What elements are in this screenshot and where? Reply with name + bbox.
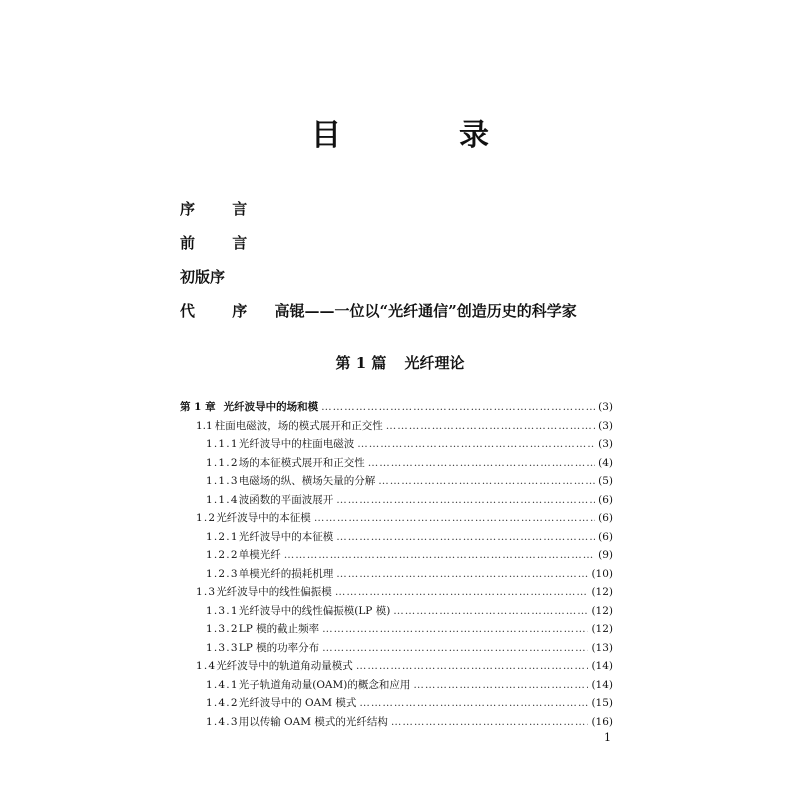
- toc-leader-dots: [356, 660, 589, 672]
- toc-entry[interactable]: [180, 436, 613, 455]
- toc-entry-title: 光纤波导中的线性偏振模: [216, 586, 332, 598]
- toc-entry-page: (12): [591, 604, 613, 617]
- toc-entry-title: 光子轨道角动量(OAM)的概念和应用: [238, 678, 411, 691]
- toc-leader-dots: [413, 679, 588, 691]
- toc-entry-title: LP 模的功率分布: [238, 641, 320, 654]
- toc-entry-number: 1.1: [196, 419, 213, 432]
- toc-entry-title: 电磁场的纵、横场矢量的分解: [238, 475, 376, 487]
- toc-entry-title: 光纤波导中的本征模: [216, 512, 311, 524]
- front-matter-proxy-preface[interactable]: [180, 300, 577, 321]
- toc-entry-number: 1.3.2: [206, 623, 239, 635]
- toc-entry-number: 1.4.3: [206, 715, 239, 728]
- toc-entry-number: 1.3.1: [206, 604, 239, 617]
- toc-leader-dots: [336, 568, 588, 580]
- toc-entry-page: (16): [591, 715, 613, 728]
- toc-entry-page: (3): [598, 419, 613, 432]
- toc-entry-page: (12): [591, 623, 613, 635]
- page-number: 1: [604, 731, 611, 744]
- toc-entry-number: 1.4: [196, 660, 217, 672]
- toc-entry-page: (3): [598, 438, 613, 450]
- toc-entry-page: (12): [591, 586, 613, 598]
- toc-entry-number: 1.1.3: [206, 475, 239, 487]
- toc-leader-dots: [314, 512, 595, 524]
- toc-entry-number: 1.2.2: [206, 549, 239, 561]
- toc-entry-page: (9): [598, 549, 613, 561]
- toc-entry-number: 1.1.4: [206, 493, 239, 506]
- foreword-label: 前 言: [180, 234, 264, 252]
- toc-entry[interactable]: [180, 603, 613, 622]
- toc-entry[interactable]: [180, 584, 613, 603]
- front-matter-first-edition-preface[interactable]: [180, 266, 225, 287]
- toc-entry-title: 光纤波导中的本征模: [238, 530, 334, 543]
- toc-entry-title: 光纤波导中的场和模: [223, 401, 319, 413]
- part-label: 第 1 篇: [335, 354, 387, 372]
- toc-leader-dots: [336, 494, 595, 506]
- toc-entry[interactable]: [180, 455, 613, 474]
- toc-entry-number: 1.4.1: [206, 678, 239, 691]
- toc-entry-title: 光纤波导中的柱面电磁波: [238, 438, 355, 450]
- toc-entry[interactable]: [180, 473, 613, 492]
- toc-entry-title: 场的本征模式展开和正交性: [238, 456, 365, 469]
- toc-leader-dots: [335, 586, 589, 598]
- toc-entry[interactable]: [180, 566, 613, 585]
- toc-entry-title: 波函数的平面波展开: [238, 493, 334, 506]
- toc-leader-dots: [336, 531, 595, 543]
- toc-entry-page: (4): [598, 456, 613, 469]
- toc-leader-dots: [386, 420, 595, 432]
- toc-entry[interactable]: [180, 658, 613, 677]
- front-matter-foreword[interactable]: [180, 232, 263, 253]
- preface-label: 序 言: [180, 200, 264, 218]
- toc-entry[interactable]: [180, 547, 613, 566]
- toc-entry-number: 1.2: [196, 512, 217, 524]
- front-matter-preface[interactable]: [180, 198, 263, 219]
- toc-entry[interactable]: [180, 399, 613, 418]
- toc-leader-dots: [284, 549, 595, 561]
- toc-entry-page: (15): [591, 697, 613, 709]
- toc-entry-number: 1.4.2: [206, 697, 239, 709]
- toc-list: [180, 399, 613, 732]
- proxy-preface-title: 高锟——一位以“光纤通信”创造历史的科学家: [274, 302, 577, 320]
- proxy-preface-label: 代 序: [180, 302, 264, 320]
- toc-leader-dots: [378, 475, 595, 487]
- toc-leader-dots: [322, 642, 588, 654]
- toc-entry-number: 1.3.3: [206, 641, 239, 654]
- part-title: 光纤理论: [404, 354, 465, 372]
- toc-entry[interactable]: [180, 418, 613, 437]
- toc-entry-page: (6): [598, 530, 613, 543]
- toc-entry-number: 1.2.3: [206, 567, 239, 580]
- toc-entry-title: 用以传输 OAM 模式的光纤结构: [238, 715, 388, 728]
- toc-entry-page: (10): [591, 567, 613, 580]
- toc-entry[interactable]: [180, 510, 613, 529]
- toc-entry-title: 单模光纤: [238, 549, 281, 561]
- toc-entry-number: 1.1.1: [206, 438, 239, 450]
- toc-entry-title: 柱面电磁波，场的模式展开和正交性: [214, 419, 383, 432]
- toc-entry-title: LP 模的截止频率: [238, 623, 320, 635]
- toc-entry-page: (6): [598, 512, 613, 524]
- toc-entry-page: (13): [591, 641, 613, 654]
- toc-entry-title: 光纤波导中的轨道角动量模式: [216, 660, 353, 672]
- toc-entry-page: (14): [591, 660, 613, 672]
- page-title: 目 录: [311, 118, 533, 153]
- toc-entry[interactable]: [180, 492, 613, 511]
- toc-entry-number: 1.3: [196, 586, 217, 598]
- toc-entry-title: 单模光纤的损耗机理: [238, 567, 334, 580]
- toc-entry-number: 第 1 章: [180, 401, 216, 413]
- toc-entry[interactable]: [180, 640, 613, 659]
- toc-entry-page: (6): [598, 493, 613, 506]
- toc-entry[interactable]: [180, 529, 613, 548]
- toc-entry[interactable]: [180, 621, 613, 640]
- toc-leader-dots: [322, 623, 588, 635]
- toc-entry-number: 1.2.1: [206, 530, 239, 543]
- toc-leader-dots: [393, 605, 588, 617]
- part-heading: [0, 352, 800, 373]
- toc-leader-dots: [359, 697, 588, 709]
- toc-entry-number: 1.1.2: [206, 456, 239, 469]
- toc-entry-page: (14): [591, 678, 613, 691]
- toc-leader-dots: [321, 401, 595, 413]
- toc-entry[interactable]: [180, 714, 613, 733]
- toc-entry-title: 光纤波导中的线性偏振模(LP 模): [238, 604, 391, 617]
- toc-entry-title: 光纤波导中的 OAM 模式: [238, 697, 357, 709]
- toc-entry[interactable]: [180, 695, 613, 714]
- toc-entry-page: (3): [598, 401, 613, 413]
- toc-entry[interactable]: [180, 677, 613, 696]
- toc-leader-dots: [391, 716, 589, 728]
- toc-leader-dots: [357, 438, 595, 450]
- first-edition-preface-label: 初版序: [180, 268, 226, 286]
- toc-leader-dots: [368, 457, 595, 469]
- toc-entry-page: (5): [598, 475, 613, 487]
